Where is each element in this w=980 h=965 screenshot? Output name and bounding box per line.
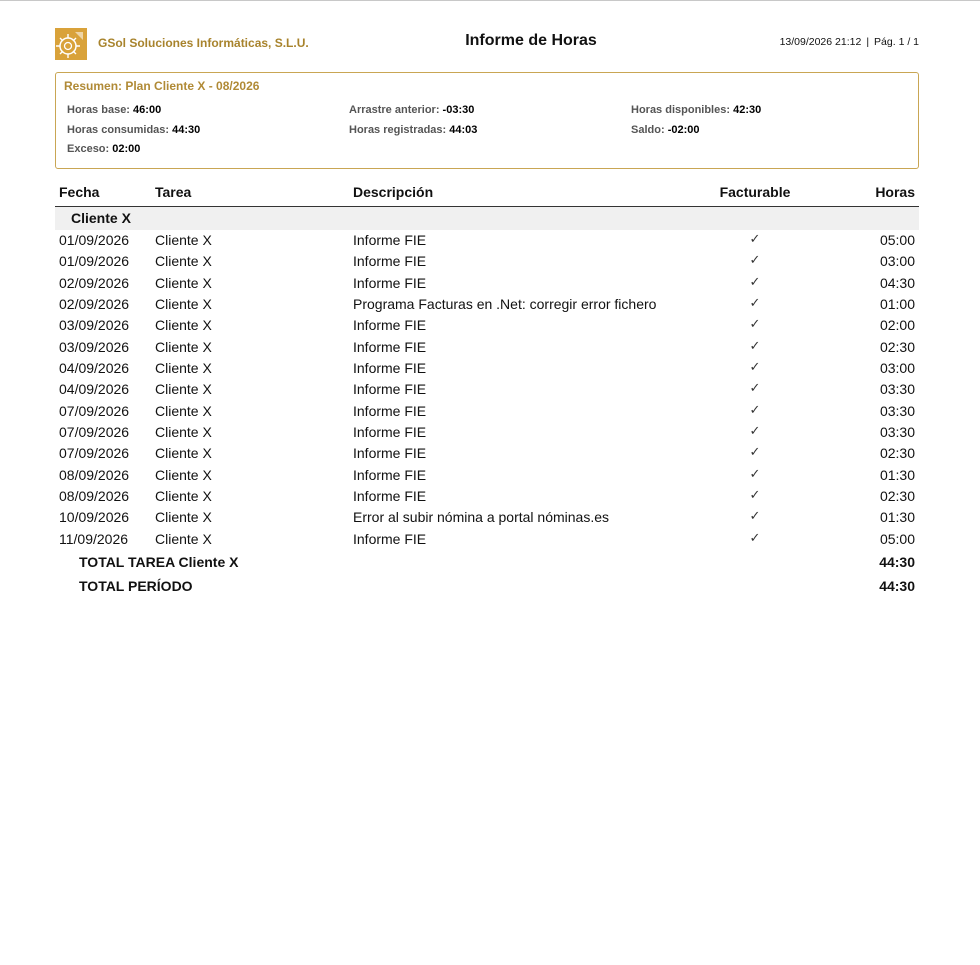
cell-tarea: Cliente X xyxy=(155,530,212,547)
summary-label: Horas disponibles: xyxy=(631,104,731,116)
report-meta xyxy=(780,36,919,48)
table-row xyxy=(55,251,919,272)
table-row xyxy=(55,315,919,336)
total-periodo-label: TOTAL PERÍODO xyxy=(79,578,193,595)
cell-horas: 01:30 xyxy=(879,466,915,483)
table-row xyxy=(55,422,919,443)
cell-tarea: Cliente X xyxy=(155,296,212,313)
cell-descripcion: Informe FIE xyxy=(353,317,427,334)
cell-tarea: Cliente X xyxy=(155,360,212,377)
summary-label: Arrastre anterior: xyxy=(349,104,440,116)
facturable-check-icon: ✓ xyxy=(749,424,761,440)
cell-fecha: 07/09/2026 xyxy=(59,402,130,419)
table-row xyxy=(55,486,919,507)
cell-descripcion: Informe FIE xyxy=(353,360,427,377)
cell-descripcion: Informe FIE xyxy=(353,445,427,462)
facturable-check-icon: ✓ xyxy=(749,296,761,312)
facturable-check-icon: ✓ xyxy=(749,445,761,461)
total-tarea-row xyxy=(55,550,919,574)
cell-descripcion: Informe FIE xyxy=(353,488,427,505)
cell-horas: 03:30 xyxy=(879,402,915,419)
cell-fecha: 01/09/2026 xyxy=(59,253,130,270)
summary-value: -03:30 xyxy=(442,104,475,116)
total-tarea-value: 44:30 xyxy=(879,554,915,571)
group-label: Cliente X xyxy=(71,210,131,226)
facturable-check-icon: ✓ xyxy=(749,381,761,397)
cell-descripcion: Informe FIE xyxy=(353,253,427,270)
table-row xyxy=(55,465,919,486)
table-row xyxy=(55,401,919,422)
group-header xyxy=(55,207,919,230)
summary-value: 44:30 xyxy=(172,124,201,136)
report-title: Informe de Horas xyxy=(465,32,597,49)
report-header xyxy=(55,28,919,60)
cell-fecha: 01/09/2026 xyxy=(59,232,130,248)
summary-label: Exceso: xyxy=(67,143,110,155)
column-header-facturable: Facturable xyxy=(719,184,791,200)
cell-fecha: 04/09/2026 xyxy=(59,381,130,398)
summary-exceso xyxy=(67,143,140,155)
cell-tarea: Cliente X xyxy=(155,488,212,505)
summary-disponibles xyxy=(631,104,761,116)
cell-tarea: Cliente X xyxy=(155,466,212,483)
cell-fecha: 04/09/2026 xyxy=(59,360,130,377)
facturable-check-icon: ✓ xyxy=(749,317,761,333)
cell-fecha: 10/09/2026 xyxy=(59,509,130,526)
summary-consumidas xyxy=(67,124,200,136)
table-row xyxy=(55,529,919,550)
page-number: Pág. 1 / 1 xyxy=(874,36,919,48)
company-logo xyxy=(55,28,87,60)
page-top-rule xyxy=(0,0,980,1)
cell-descripcion: Informe FIE xyxy=(353,402,427,419)
cell-tarea: Cliente X xyxy=(155,381,212,398)
cell-horas: 03:30 xyxy=(879,424,915,441)
summary-label: Horas registradas: xyxy=(349,124,447,136)
facturable-check-icon: ✓ xyxy=(749,253,761,269)
total-periodo-value: 44:30 xyxy=(879,578,915,595)
table-row xyxy=(55,294,919,315)
summary-value: -02:00 xyxy=(667,124,700,136)
facturable-check-icon: ✓ xyxy=(749,232,761,247)
summary-registradas xyxy=(349,124,477,136)
summary-value: 42:30 xyxy=(733,104,762,116)
table-row xyxy=(55,379,919,400)
facturable-check-icon: ✓ xyxy=(749,530,761,546)
cell-descripcion: Informe FIE xyxy=(353,466,427,483)
cell-horas: 02:00 xyxy=(879,317,915,334)
summary-label: Horas base: xyxy=(67,104,130,116)
cell-horas: 01:30 xyxy=(879,509,915,526)
column-header-horas: Horas xyxy=(875,184,915,200)
total-periodo-row xyxy=(55,574,919,600)
summary-value: 02:00 xyxy=(112,143,141,155)
summary-value: 44:03 xyxy=(449,124,478,136)
facturable-check-icon: ✓ xyxy=(749,466,761,482)
table-row xyxy=(55,443,919,464)
cell-descripcion: Informe FIE xyxy=(353,381,427,398)
cell-horas: 03:00 xyxy=(879,253,915,270)
cell-fecha: 02/09/2026 xyxy=(59,274,130,291)
table-header xyxy=(55,181,919,207)
column-header-descripcion: Descripción xyxy=(353,184,434,200)
column-header-fecha: Fecha xyxy=(59,184,100,200)
summary-horas-base xyxy=(67,104,161,116)
cell-tarea: Cliente X xyxy=(155,338,212,355)
summary-arrastre xyxy=(349,104,474,116)
facturable-check-icon: ✓ xyxy=(749,402,761,418)
cell-tarea: Cliente X xyxy=(155,509,212,526)
table-row xyxy=(55,273,919,294)
cell-descripcion: Informe FIE xyxy=(353,530,427,547)
cell-horas: 02:30 xyxy=(879,488,915,505)
cell-horas: 02:30 xyxy=(879,338,915,355)
table-body xyxy=(55,230,919,550)
cell-tarea: Cliente X xyxy=(155,424,212,441)
cell-horas: 03:30 xyxy=(879,381,915,398)
cell-tarea: Cliente X xyxy=(155,402,212,419)
cell-tarea: Cliente X xyxy=(155,253,212,270)
company-name: GSol Soluciones Informáticas, S.L.U. xyxy=(98,36,309,50)
cell-descripcion: Informe FIE xyxy=(353,424,427,441)
table-row xyxy=(55,358,919,379)
report-datetime: 13/09/2026 21:12 xyxy=(779,36,862,48)
cell-fecha: 11/09/2026 xyxy=(59,530,129,547)
cell-descripcion: Informe FIE xyxy=(353,274,427,291)
hours-table xyxy=(55,181,919,600)
cell-descripcion: Error al subir nómina a portal nóminas.es xyxy=(353,509,610,526)
cell-descripcion: Informe FIE xyxy=(353,338,427,355)
cell-fecha: 07/09/2026 xyxy=(59,424,130,441)
summary-value: 46:00 xyxy=(133,104,162,116)
cell-fecha: 08/09/2026 xyxy=(59,466,130,483)
summary-label: Saldo: xyxy=(631,124,665,136)
cell-horas: 04:30 xyxy=(879,274,915,291)
cell-tarea: Cliente X xyxy=(155,232,212,248)
cell-horas: 02:30 xyxy=(879,445,915,462)
summary-label: Horas consumidas: xyxy=(67,124,170,136)
facturable-check-icon: ✓ xyxy=(749,360,761,376)
table-row xyxy=(55,337,919,358)
table-row xyxy=(55,507,919,528)
cell-descripcion: Programa Facturas en .Net: corregir error fichero xyxy=(353,296,657,313)
column-header-tarea: Tarea xyxy=(155,184,192,200)
total-tarea-label: TOTAL TAREA Cliente X xyxy=(79,554,239,571)
cell-tarea: Cliente X xyxy=(155,274,212,291)
facturable-check-icon: ✓ xyxy=(749,488,761,504)
cell-fecha: 07/09/2026 xyxy=(59,445,130,462)
cell-fecha: 03/09/2026 xyxy=(59,317,130,334)
summary-saldo xyxy=(631,124,699,136)
cell-horas: 03:00 xyxy=(879,360,915,377)
summary-title: Resumen: Plan Cliente X - 08/2026 xyxy=(64,79,260,93)
meta-separator: | xyxy=(866,36,870,48)
facturable-check-icon: ✓ xyxy=(749,509,761,525)
summary-box xyxy=(55,72,919,169)
cell-descripcion: Informe FIE xyxy=(353,232,427,248)
cell-horas: 05:00 xyxy=(879,232,915,248)
cell-horas: 05:00 xyxy=(879,530,915,547)
cell-tarea: Cliente X xyxy=(155,317,212,334)
cell-tarea: Cliente X xyxy=(155,445,212,462)
cell-horas: 01:00 xyxy=(879,296,915,313)
cell-fecha: 03/09/2026 xyxy=(59,338,130,355)
facturable-check-icon: ✓ xyxy=(749,338,761,354)
facturable-check-icon: ✓ xyxy=(749,274,761,290)
cell-fecha: 08/09/2026 xyxy=(59,488,130,505)
table-row xyxy=(55,230,919,251)
cell-fecha: 02/09/2026 xyxy=(59,296,130,313)
